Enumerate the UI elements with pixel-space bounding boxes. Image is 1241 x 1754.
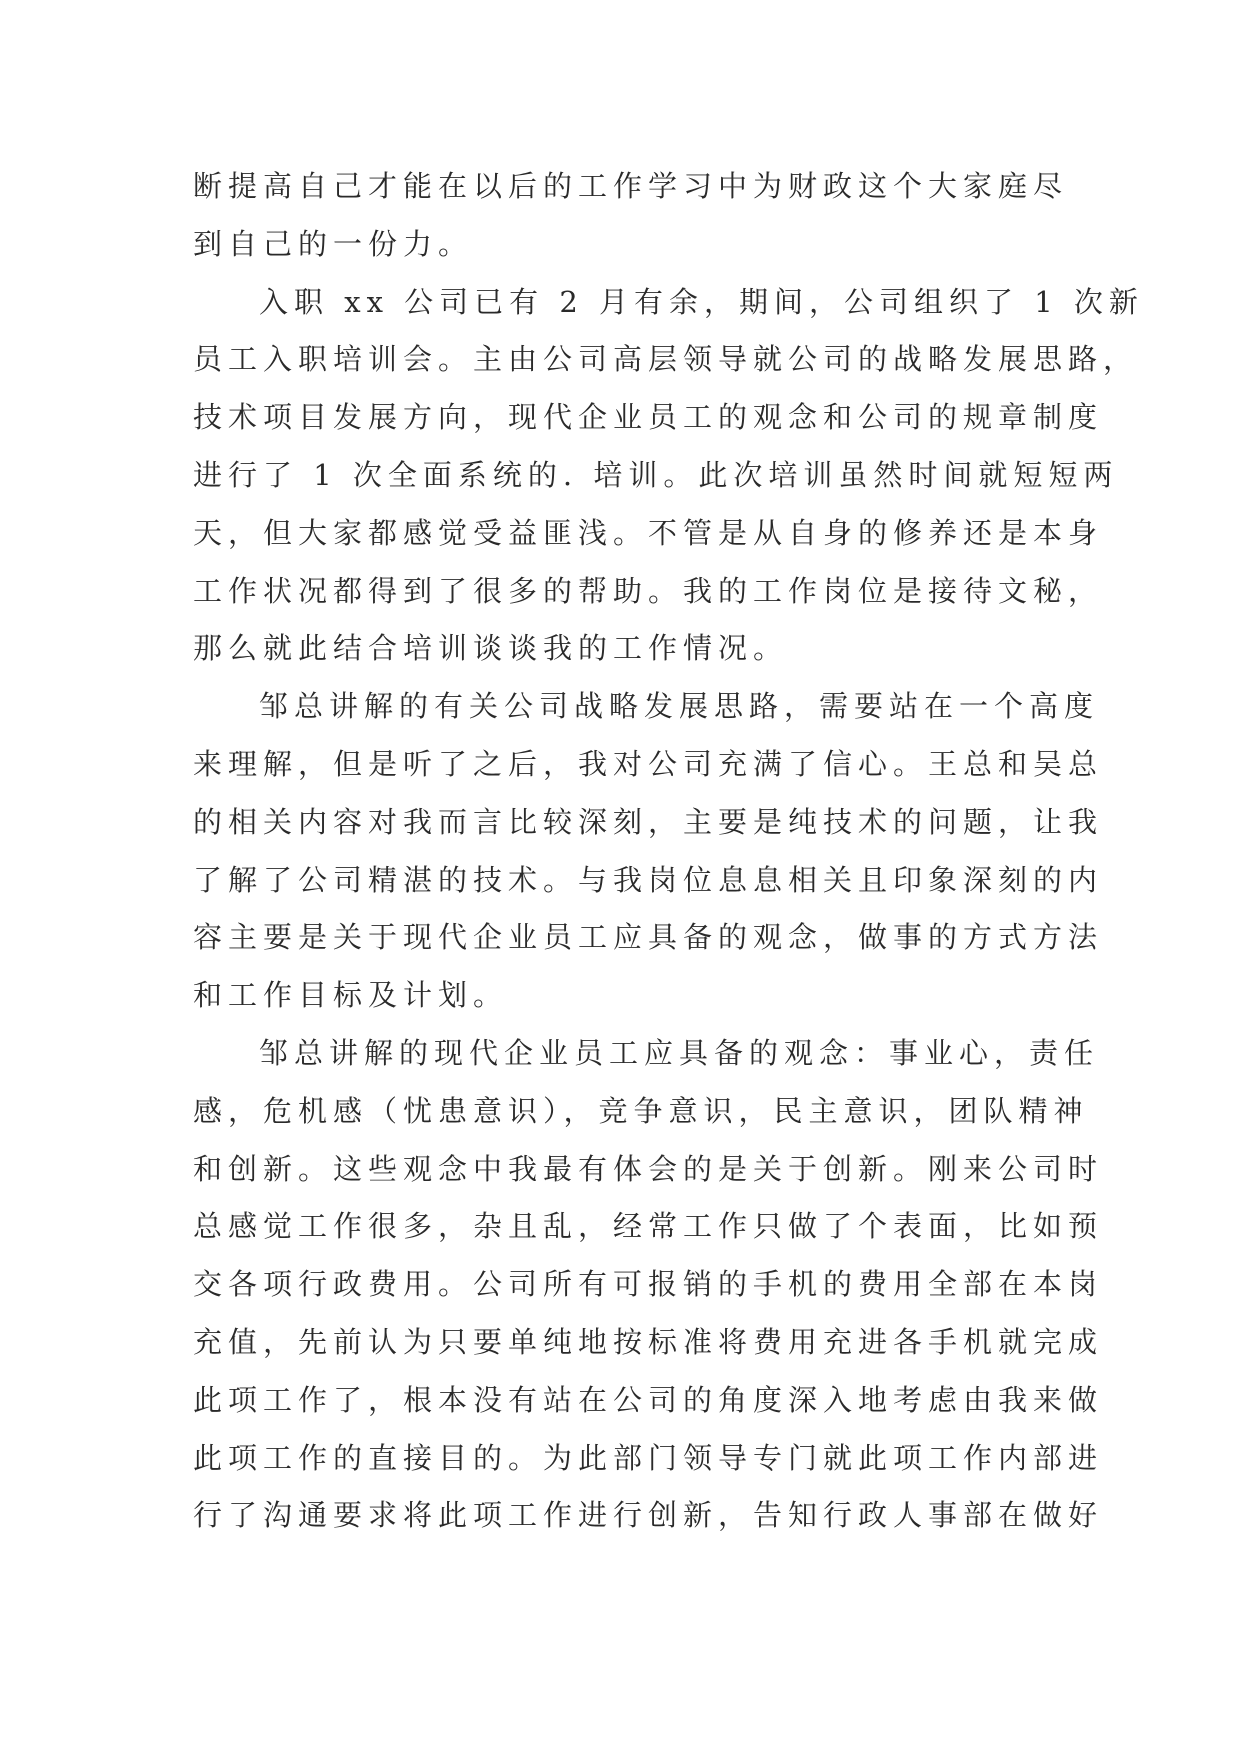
- text-line: 交各项行政费用。公司所有可报销的手机的费用全部在本岗: [193, 1267, 1104, 1302]
- text-line: 感，危机感（忧患意识），竞争意识，民主意识，团队精神: [193, 1093, 1089, 1128]
- text-line: 来理解，但是听了之后，我对公司充满了信心。王总和吴总: [193, 746, 1104, 781]
- text-line: 邹总讲解的现代企业员工应具备的观念：事业心，责任: [259, 1035, 1100, 1070]
- text-line: 进行了 1 次全面系统的. 培训。此次培训虽然时间就短短两: [193, 457, 1119, 492]
- text-line: 和工作目标及计划。: [193, 978, 509, 1013]
- text-line: 技术项目发展方向，现代企业员工的观念和公司的规章制度: [193, 400, 1104, 435]
- text-line: 天，但大家都感觉受益匪浅。不管是从自身的修养还是本身: [193, 515, 1104, 550]
- text-line: 工作状况都得到了很多的帮助。我的工作岗位是接待文秘，: [193, 573, 1104, 608]
- text-line: 总感觉工作很多，杂且乱，经常工作只做了个表面，比如预: [193, 1209, 1104, 1244]
- text-line: 的相关内容对我而言比较深刻，主要是纯技术的问题，让我: [193, 804, 1104, 839]
- text-line: 那么就此结合培训谈谈我的工作情况。: [193, 631, 789, 666]
- text-line: 此项工作的直接目的。为此部门领导专门就此项工作内部进: [193, 1440, 1104, 1475]
- text-line: 行了沟通要求将此项工作进行创新，告知行政人事部在做好: [193, 1498, 1104, 1533]
- text-line: 邹总讲解的有关公司战略发展思路，需要站在一个高度: [259, 689, 1100, 724]
- text-line: 和创新。这些观念中我最有体会的是关于创新。刚来公司时: [193, 1151, 1104, 1186]
- text-line: 到自己的一份力。: [193, 226, 474, 261]
- text-line: 了解了公司精湛的技术。与我岗位息息相关且印象深刻的内: [193, 862, 1104, 897]
- text-line: 容主要是关于现代企业员工应具备的观念，做事的方式方法: [193, 920, 1104, 955]
- text-line: 此项工作了，根本没有站在公司的角度深入地考虑由我来做: [193, 1382, 1104, 1417]
- text-line: 断提高自己才能在以后的工作学习中为财政这个大家庭尽: [193, 169, 1069, 203]
- text-line: 员工入职培训会。主由公司高层领导就公司的战略发展思路，: [193, 342, 1139, 377]
- text-line: 入职 xx 公司已有 2 月有余，期间，公司组织了 1 次新: [259, 284, 1144, 319]
- text-line: 充值，先前认为只要单纯地按标准将费用充进各手机就完成: [193, 1324, 1104, 1359]
- body-text: [193, 158, 1144, 1545]
